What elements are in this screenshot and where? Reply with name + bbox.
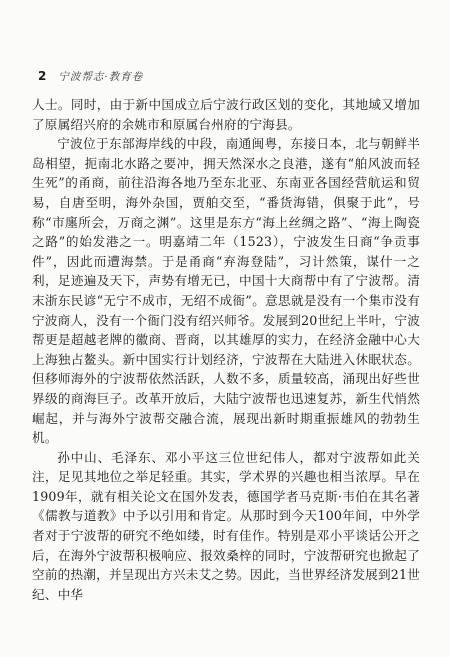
book-title: 宁波帮志·教育卷 bbox=[58, 71, 144, 83]
paragraph-research-interest: 孙中山、毛泽东、邓小平这三位世纪伟人，都对宁波帮如此关注，足见其地位之举足轻重。其实，学术界的兴趣也相当浓厚。早在1909年，就有相关论文在国外发表，德国学者马克斯·韦伯在其名著《儒教与道教》中予以引用和肯定。从那时到今天100年间，中外学者对于宁波帮的研究不绝如缕，时有佳作。特别是邓小平谈话公开之后，在海外宁波帮积极响应、报效桑梓的同时，宁波帮研究也掀起了空前的热潮，并呈现出方兴未艾之势。因此，当世界经济发展到21世纪、中华 bbox=[32, 449, 420, 602]
paragraph-ningbo-history: 宁波位于东部海岸线的中段，南通闽粤，东接日本，北与朝鲜半岛相望，扼南北水路之要冲，拥天然深水之良港，遂有“舶风波而轻生死”的甬商，前往沿海各地乃至东北亚、东南亚各国经营航运和贸易，自唐至明，海外杂国，贾舶交至，“番货海错，俱聚于此”，号称“市廛所会，万商之渊”。这里是东方“海上丝绸之路”、“海上陶瓷之路”的始发港之一。明嘉靖二年（1523），宁波发生日商“争贡事件”，因此而遭海禁。于是甬商“弃海登陆”，习计然策，谋什一之利，足迹遍及天下，声势有增无已，中国十大商帮中有了宁波帮。清末浙东民谚“无宁不成市，无绍不成衙”。意思就是没有一个集市没有宁波商人，没有一个衙门没有绍兴师爷。发展到20世纪上半叶，宁波帮更是超越老牌的徽商、晋商，以其雄厚的实力，在经济金融中心大上海独占鳌头。新中国实行计划经济，宁波帮在大陆进入休眠状态。但移师海外的宁波帮依然活跃，人数不多，质量较高，涌现出好些世界级的商海巨子。改革开放后，大陆宁波帮也迅速复苏，新生代悄然崛起，并与海外宁波帮交融合流，展现出新时期重振雄风的勃勃生机。 bbox=[32, 136, 420, 446]
running-head bbox=[38, 69, 143, 87]
body-text bbox=[32, 95, 420, 604]
paragraph-continued: 人士。同时，由于新中国成立后宁波行政区划的变化，其地域又增加了原属绍兴府的余姚市和原属台州府的宁海县。 bbox=[32, 97, 420, 132]
page-number: 2 bbox=[38, 69, 47, 83]
